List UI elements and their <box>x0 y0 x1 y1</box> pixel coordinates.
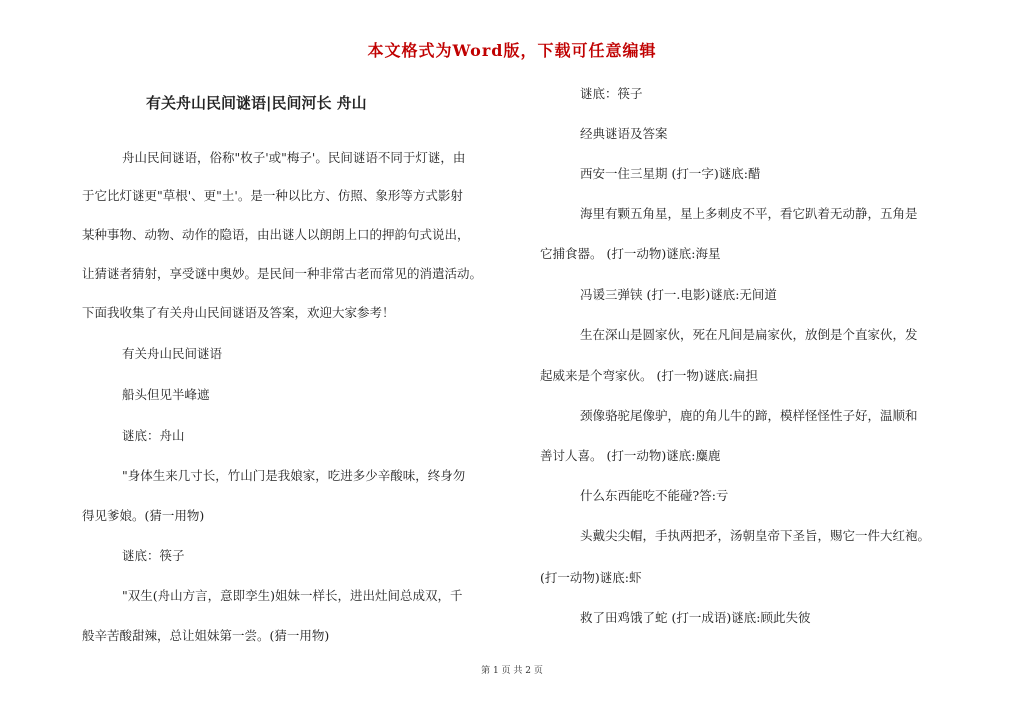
riddle-line: "身体生来几寸长，竹山门是我娘家，吃进多少辛酸味，终身勿 <box>122 468 466 483</box>
riddle-line: 冯谖三弹铗 (打一.电影)谜底:无间道 <box>580 287 777 302</box>
riddle-line: 得见爹娘。(猜一用物) <box>82 508 205 523</box>
riddle-line: "双生(舟山方言，意即孪生)姐妹一样长，进出灶间总成双，千 <box>122 588 463 603</box>
riddle-line: (打一动物)谜底:虾 <box>540 570 642 585</box>
paragraph-line: 某种事物、动物、动作的隐语，由出谜人以朗朗上口的押韵句式说出， <box>82 227 470 242</box>
riddle-line: 起威来是个弯家伙。 (打一物)谜底:扁担 <box>540 368 758 383</box>
section-heading: 有关舟山民间谜语 <box>122 346 223 361</box>
paragraph-line: 舟山民间谜语，俗称"枚子'或"梅子'。民间谜语不同于灯谜，由 <box>122 150 466 165</box>
riddle-answer: 谜底：筷子 <box>122 548 185 563</box>
riddle-line: 颈像骆驼尾像驴，鹿的角儿牛的蹄，模样怪怪性子好，温顺和 <box>580 408 918 423</box>
paragraph-line: 让猜谜者猜射，享受谜中奥妙。是民间一种非常古老而常见的消遣活动。 <box>82 266 483 281</box>
riddle-line: 它捕食器。 (打一动物)谜底:海星 <box>540 246 721 261</box>
page-footer: 第 1 页 共 2 页 <box>481 666 543 676</box>
document-title: 有关舟山民间谜语|民间河长 舟山 <box>146 94 367 112</box>
section-heading: 经典谜语及答案 <box>580 126 668 141</box>
riddle-answer: 谜底：舟山 <box>122 428 185 443</box>
riddle-line: 善讨人喜。 (打一动物)谜底:麋鹿 <box>540 448 721 463</box>
riddle-answer: 谜底：筷子 <box>580 86 643 101</box>
riddle-line: 般辛苦酸甜辣，总让姐妹第一尝。(猜一用物) <box>82 628 330 643</box>
riddle-line: 海里有颗五角星，星上多刺皮不平，看它趴着无动静，五角是 <box>580 206 918 221</box>
riddle-line: 生在深山是圆家伙，死在凡间是扁家伙，放倒是个直家伙，发 <box>580 327 918 342</box>
riddle-line: 救了田鸡饿了蛇 (打一成语)谜底:顾此失彼 <box>580 610 811 625</box>
riddle-line: 什么东西能吃不能碰?答:亏 <box>580 488 729 503</box>
riddle-line: 船头但见半峰遮 <box>122 387 210 402</box>
paragraph-line: 于它比灯谜更"草根'、更"土'。是一种以比方、仿照、象形等方式影射 <box>82 188 463 203</box>
paragraph-line: 下面我收集了有关舟山民间谜语及答案，欢迎大家参考！ <box>82 305 395 320</box>
document-banner: 本文格式为Word版，下载可任意编辑 <box>367 41 657 60</box>
riddle-line: 西安一住三星期 (打一字)谜底:醋 <box>580 166 761 181</box>
riddle-line: 头戴尖尖帽，手执两把矛，汤朝皇帝下圣旨，赐它一件大红袍。 <box>580 528 931 543</box>
